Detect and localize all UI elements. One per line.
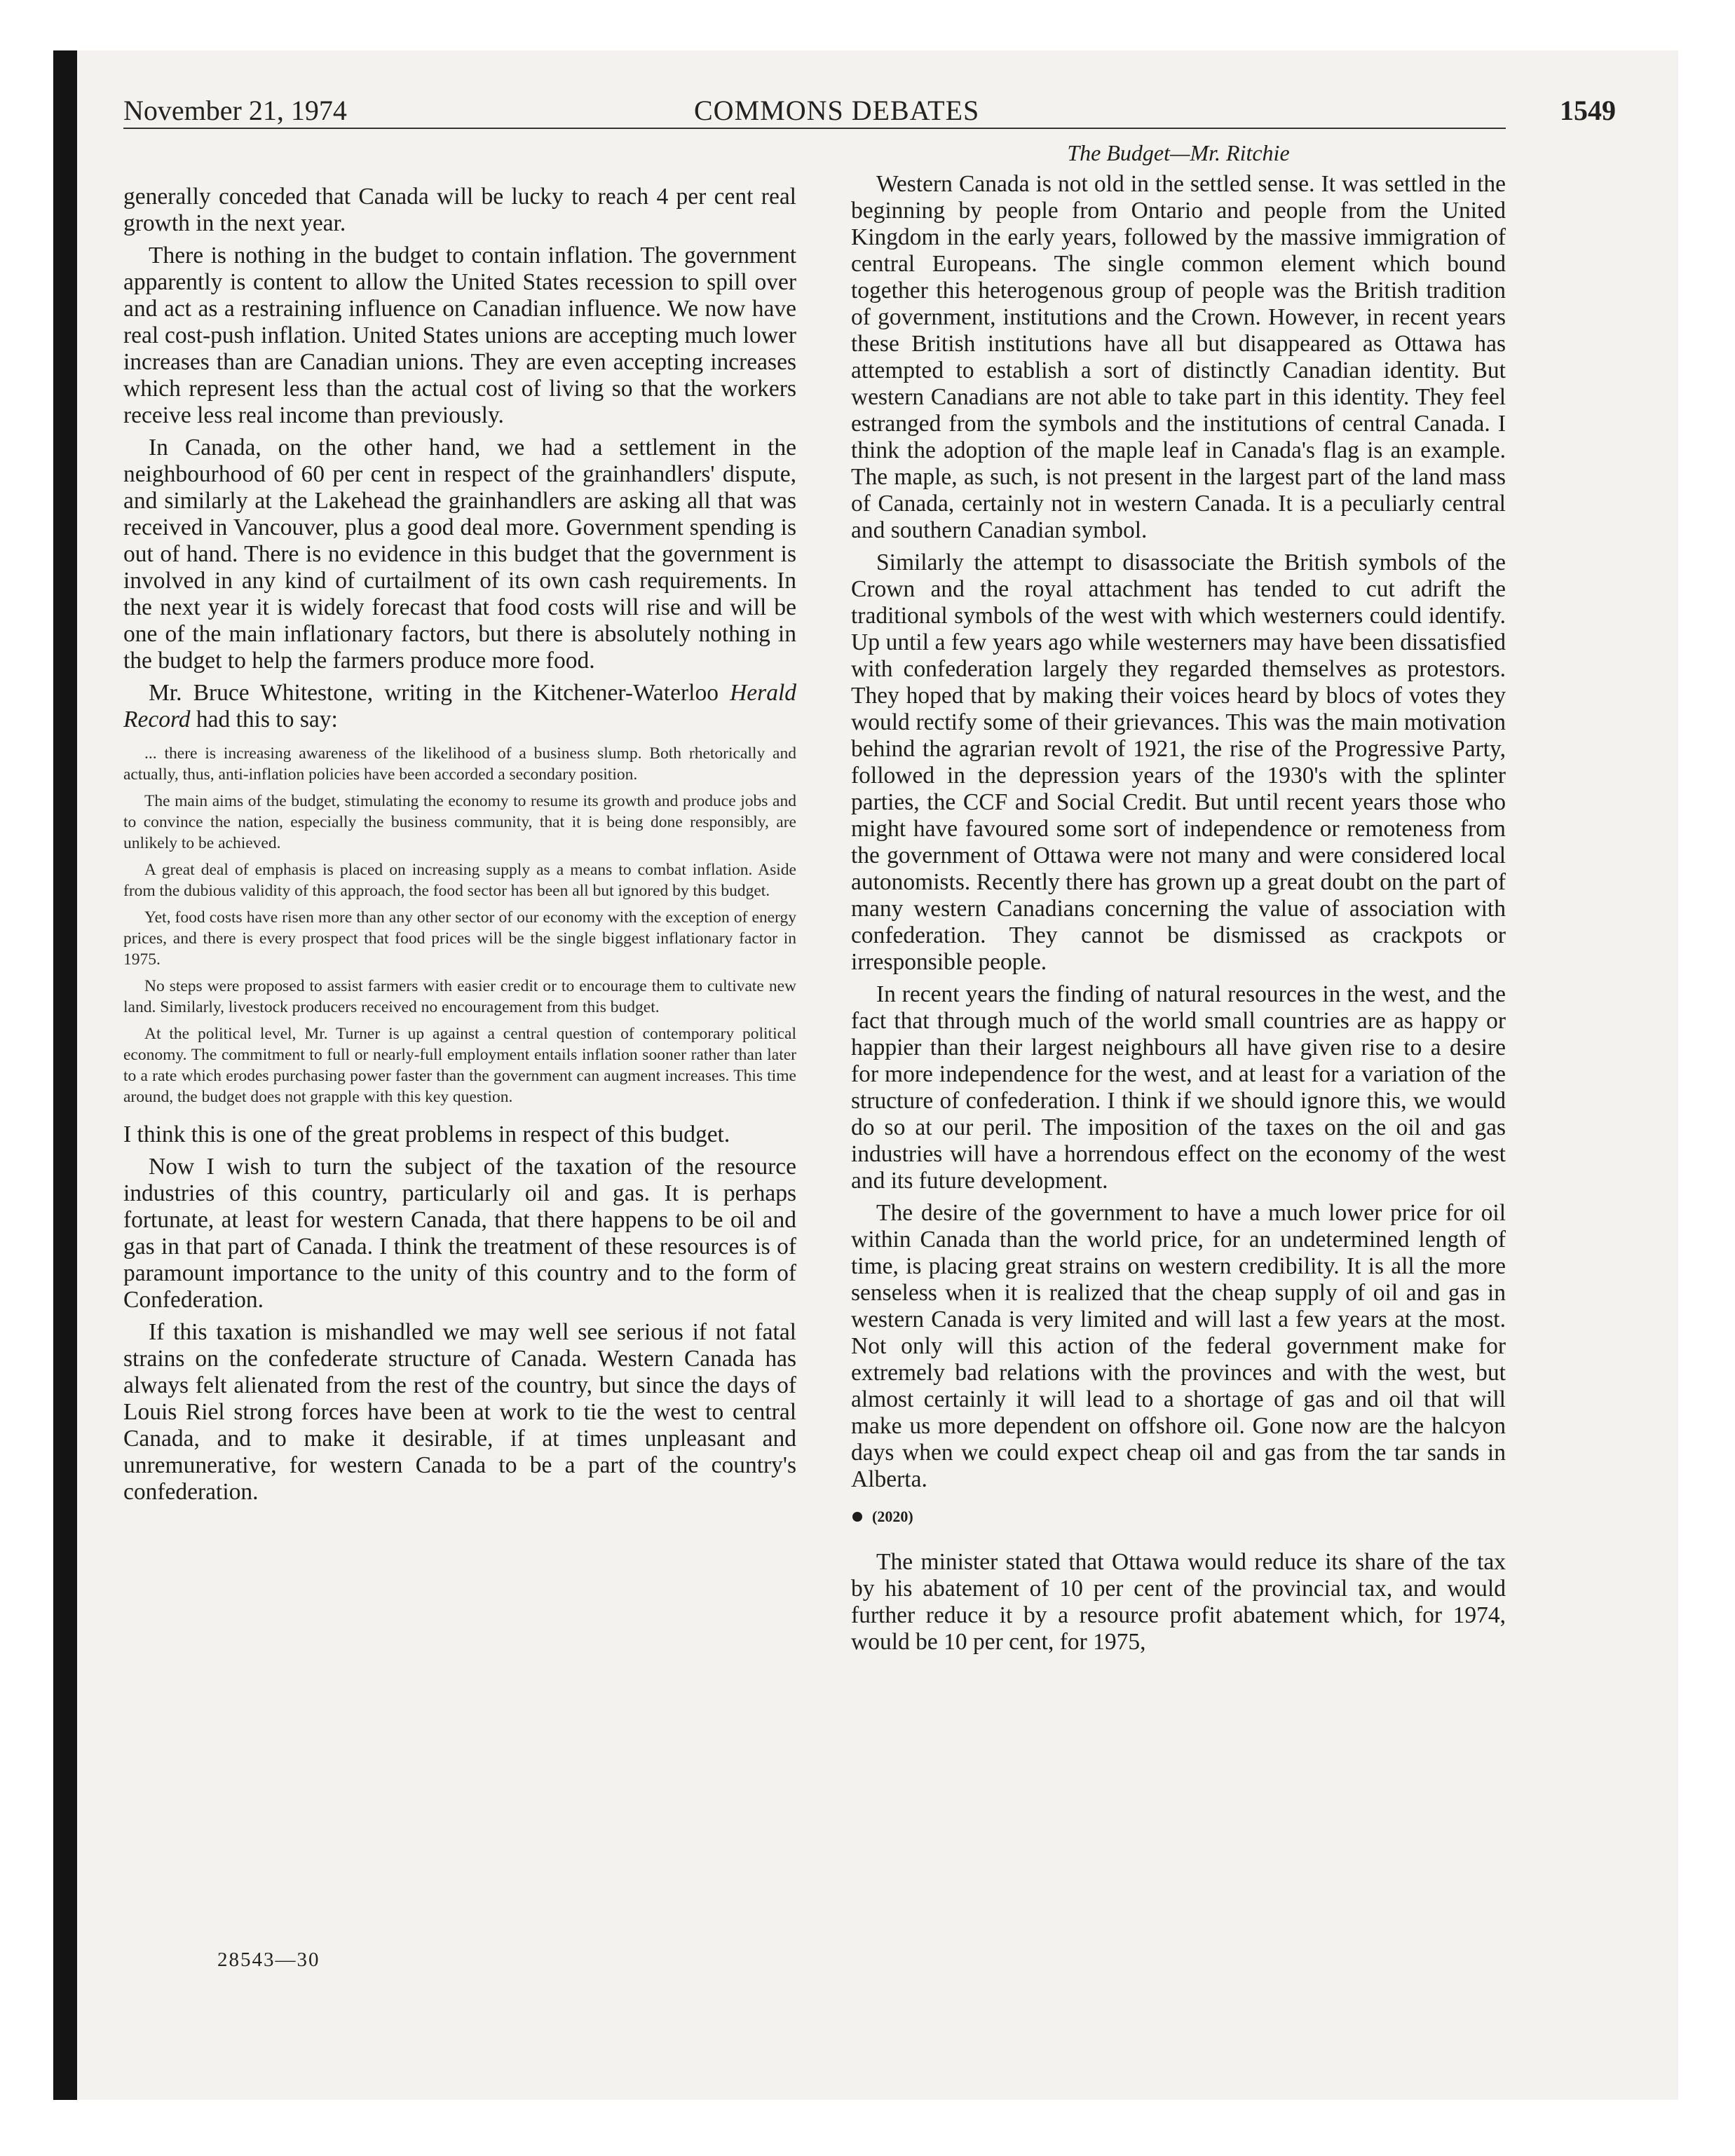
paragraph: If this taxation is mishandled we may well see serious if not fatal strains on the confederate structure of Canada. Western Canada has always felt alienated from the rest of the country, but since the days of Louis Riel strong forces have been at work to tie the west to central Canada, and to make it desirable, if at times unpleasant and unremunerative, for western Canada to be a part of the country's confederation. [123, 1319, 796, 1505]
quotation: No steps were proposed to assist farmers with easier credit or to encourage them to cultivate new land. Similarly, livestock producers received no encouragement from this budget. [123, 977, 796, 1016]
footer-code: 28543—30 [217, 1949, 320, 1971]
quotation: ... there is increasing awareness of the likelihood of a business slump. Both rhetorically and actually, thus, anti-inflation policies have been accorded a secondary position. [123, 744, 796, 784]
paragraph: Western Canada is not old in the settled sense. It was settled in the beginning by people from Ontario and people from the United Kingdom in the early years, followed by the massive immigration of central Europeans. The single common element which bound together this heterogenous group of people was the British tradition of government, institutions and the Crown. However, in recent years these British institutions have all but disappeared as Ottawa has attempted to establish a sort of distinctly Canadian identity. But western Canadians are not able to take part in this identity. They feel estranged from the symbols and the institutions of central Canada. I think the adoption of the maple leaf in Canada's flag is an example. The maple, as such, is not present in the largest part of the land mass of Canada, certainly not in western Canada. It is a peculiarly central and southern Canadian symbol. [851, 171, 1506, 543]
paragraph: In recent years the finding of natural resources in the west, and the fact that through much of the world small countries are as happy or happier than their largest neighbours all have given rise to a desire for more independence for the west, and at least for a variation of the structure of confederation. I think if we should ignore this, we would do so at our peril. The imposition of the taxes on the oil and gas industries will have a horrendous effect on the economy of the west and its future development. [851, 981, 1506, 1194]
quotation: A great deal of emphasis is placed on increasing supply as a means to combat inflation. Aside from the dubious validity of this approach, the food sector has been all but ignored by this budget. [123, 861, 796, 900]
paragraph: The desire of the government to have a much lower price for oil within Canada than the world price, for an undetermined length of time, is placing great strains on western credibility. It is all the more senseless when it is realized that the cheap supply of oil and gas in western Canada is very limited and will last a few years at the most. Not only will this action of the federal government make for extremely bad relations with the provinces and with the west, but almost certainly it will lead to a shortage of gas and oil that will make us more dependent on offshore oil. Gone now are the halcyon days when we could expect cheap oil and gas from the tar sands in Alberta. [851, 1200, 1506, 1492]
quotation: Yet, food costs have risen more than any other sector of our economy with the exception of energy prices, and there is every prospect that food prices will be the single biggest inflationary factor in 1975. [123, 908, 796, 969]
time-marker-text: (2020) [872, 1508, 913, 1525]
quotation: The main aims of the budget, stimulating the economy to resume its growth and produce jobs and to convince the nation, especially the business community, that it is being done responsibly, are unlikely to be achieved. [123, 792, 796, 852]
paragraph: generally conceded that Canada will be lucky to reach 4 per cent real growth in the next year. [123, 184, 796, 236]
header-title: COMMONS DEBATES [694, 95, 980, 126]
paragraph: I think this is one of the great problems in respect of this budget. [123, 1121, 730, 1147]
left-column [123, 184, 796, 1511]
paragraph: In Canada, on the other hand, we had a settlement in the neighbourhood of 60 per cent in respect of the grainhandlers' dispute, and similarly at the Lakehead the grainhandlers are asking all that was received in Vancouver, plus a good deal more. Government spending is out of hand. There is no evidence in this budget that the government is involved in any kind of curtailment of its own cash requirements. In the next year it is widely forecast that food costs will rise and will be one of the main inflationary factors, but there is absolutely nothing in the budget to help the farmers produce more food. [123, 435, 796, 674]
paragraph: The minister stated that Ottawa would reduce its share of the tax by his abatement of 10 per cent of the provincial tax, and would further reduce it by a resource profit abatement which, for 1974, would be 10 per cent, for 1975, [851, 1549, 1506, 1655]
publication-title: Herald Record [123, 680, 797, 732]
right-column [851, 137, 1506, 1661]
citation-end: had this to say: [196, 707, 338, 732]
header-rule [123, 128, 1506, 129]
citation-text: Mr. Bruce Whitestone, writing in the Kitchener-Waterloo [149, 680, 719, 706]
page-number: 1549 [1560, 95, 1616, 126]
paragraph: Similarly the attempt to disassociate the British symbols of the Crown and the royal attachment has tended to cut adrift the traditional symbols of the west with which westerners could identify. Up until a few years ago while westerners may have been dissatisfied with confederation largely they regarded themselves as protestors. They hoped that by making their voices heard by blocs of votes they would rectify some of their grievances. This was the main motivation behind the agrarian revolt of 1921, the rise of the Progressive Party, followed in the depression years of the 1930's with the splinter parties, the CCF and Social Credit. But until recent years those who might have favoured some sort of independence or remoteness from the government of Ottawa were not many and were considered local autonomists. Recently there has grown up a great doubt on the part of many western Canadians concerning the value of association with confederation. They cannot be dismissed as crackpots or irresponsible people. [851, 550, 1506, 975]
header-date: November 21, 1974 [123, 95, 347, 126]
paragraph: Now I wish to turn the subject of the taxation of the resource industries of this country, particularly oil and gas. It is perhaps fortunate, at least for western Canada, that there happens to be oil and gas in that part of Canada. I think the treatment of these resources is of paramount importance to the unity of this country and to the form of Confederation. [123, 1154, 796, 1313]
paragraph-citation [123, 680, 796, 733]
quotation: At the political level, Mr. Turner is up against a central question of contemporary political economy. The commitment to full or nearly-full employment entails inflation sooner rather than later to a rate which erodes purchasing power faster than the government can augment increases. This time around, the budget does not grapple with this key question. [123, 1025, 796, 1106]
time-marker [852, 1503, 1506, 1531]
paragraph: There is nothing in the budget to contain inflation. The government apparently is content to allow the United States recession to spill over and act as a restraining influence on Canadian influence. We now have real cost-push inflation. United States unions are accepting much lower increases than are Canadian unions. They are even accepting increases which represent less than the actual cost of living so that the workers receive less real income than previously. [123, 243, 796, 428]
running-head: The Budget—Mr. Ritchie [1067, 140, 1290, 165]
binding-edge [53, 50, 77, 2100]
bullet-icon [852, 1512, 862, 1522]
